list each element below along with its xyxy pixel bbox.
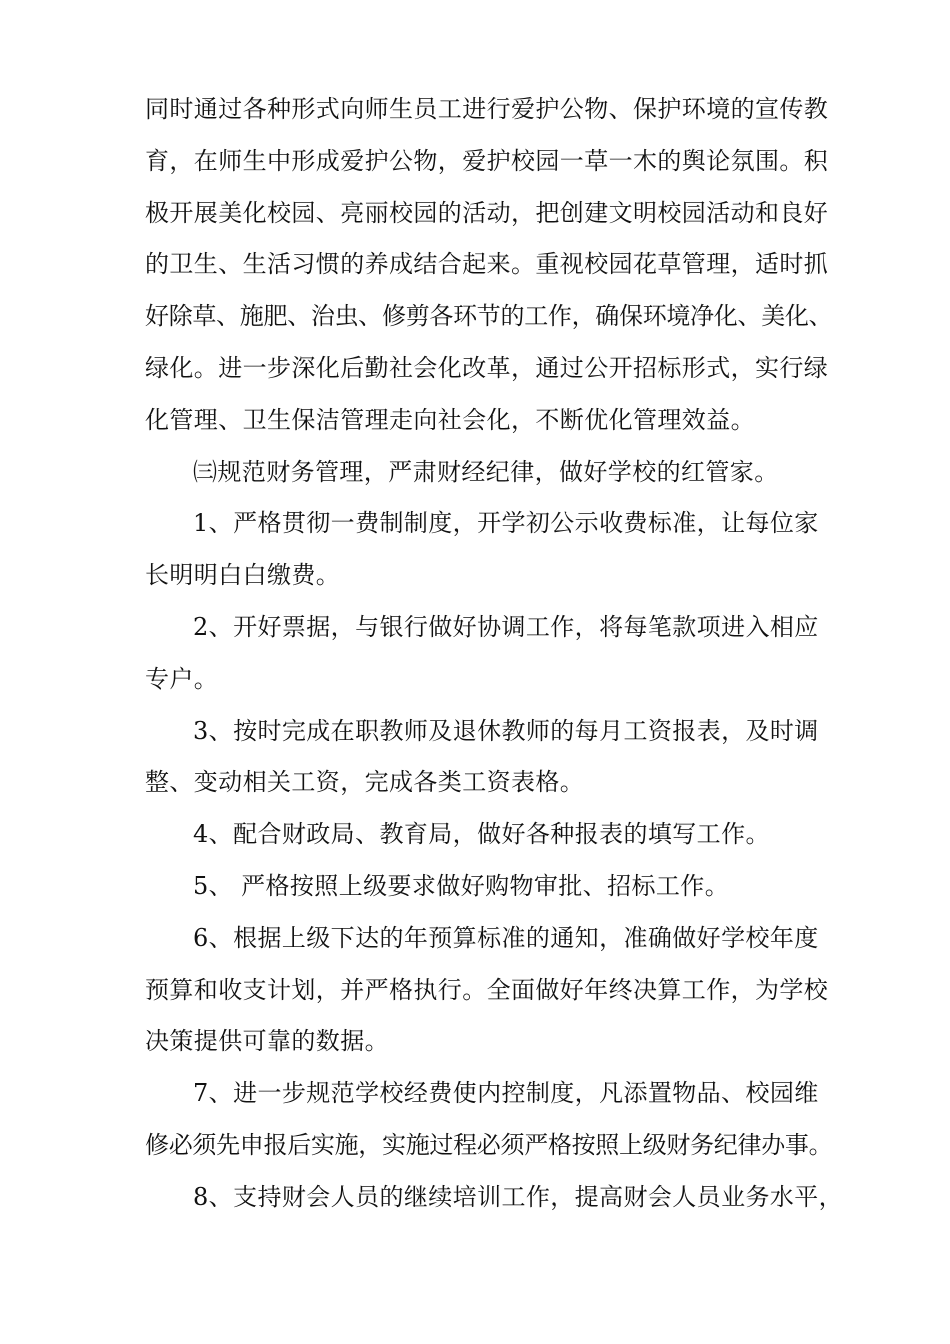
text-line: 修必须先申报后实施，实施过程必须严格按照上级财务纪律办事。 xyxy=(145,1130,833,1159)
list-item-1 xyxy=(145,498,817,602)
text-line: 1、严格贯彻一费制制度，开学初公示收费标准，让每位家 xyxy=(193,509,819,538)
text-line: 长明明白白缴费。 xyxy=(145,561,341,590)
list-item-2 xyxy=(145,602,817,706)
list-item-5 xyxy=(145,861,817,913)
text-line: 极开展美化校园、亮丽校园的活动，把创建文明校园活动和良好 xyxy=(145,198,829,227)
text-line: 的卫生、生活习惯的养成结合起来。重视校园花草管理，适时抓 xyxy=(145,250,829,279)
text-line: 4、配合财政局、教育局，做好各种报表的填写工作。 xyxy=(193,820,770,849)
list-item-4 xyxy=(145,809,817,861)
text-line: 8、支持财会人员的继续培训工作，提高财会人员业务水平， xyxy=(193,1182,844,1211)
paragraph-environment xyxy=(145,84,833,447)
text-line: 7、进一步规范学校经费使内控制度，凡添置物品、校园维 xyxy=(193,1079,819,1108)
text-line: 预算和收支计划，并严格执行。全面做好年终决算工作，为学校 xyxy=(145,975,829,1004)
list-item-8 xyxy=(145,1172,844,1224)
text-line: 好除草、施肥、治虫、修剪各环节的工作，确保环境净化、美化、 xyxy=(145,302,833,331)
text-line: 整、变动相关工资，完成各类工资表格。 xyxy=(145,768,585,797)
list-item-7 xyxy=(145,1068,833,1172)
text-line: 绿化。进一步深化后勤社会化改革，通过公开招标形式，实行绿 xyxy=(145,353,829,382)
list-item-3 xyxy=(145,706,817,810)
section-heading-finance xyxy=(145,447,817,499)
document-page xyxy=(145,84,844,1224)
text-line: ㈢规范财务管理，严肃财经纪律，做好学校的红管家。 xyxy=(193,457,779,486)
text-line: 6、根据上级下达的年预算标准的通知，准确做好学校年度 xyxy=(193,923,819,952)
text-line: 决策提供可靠的数据。 xyxy=(145,1027,389,1056)
text-line: 专户。 xyxy=(145,664,219,693)
text-line: 5、 严格按照上级要求做好购物审批、招标工作。 xyxy=(193,871,730,900)
text-line: 化管理、卫生保洁管理走向社会化，不断优化管理效益。 xyxy=(145,405,755,434)
text-line: 2、开好票据，与银行做好协调工作，将每笔款项进入相应 xyxy=(193,612,819,641)
list-item-6 xyxy=(145,913,829,1068)
text-line: 3、按时完成在职教师及退休教师的每月工资报表，及时调 xyxy=(193,716,819,745)
text-line: 同时通过各种形式向师生员工进行爱护公物、保护环境的宣传教 xyxy=(145,95,829,123)
text-line: 育，在师生中形成爱护公物，爱护校园一草一木的舆论氛围。积 xyxy=(145,146,829,175)
